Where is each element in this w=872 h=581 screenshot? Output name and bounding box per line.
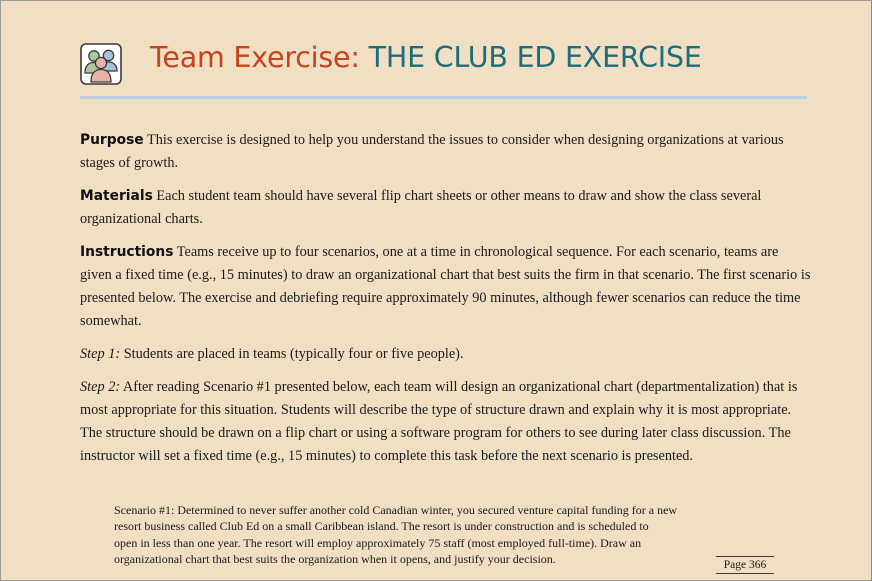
title-name: THE CLUB ED EXERCISE [368, 41, 702, 74]
materials-label: Materials [80, 188, 153, 204]
materials-paragraph [80, 185, 812, 231]
step2-label: Step 2: [80, 379, 121, 395]
scenario-line: organizational chart that best suits the organization when it opens, and justify your decision. [114, 552, 556, 567]
step2-text: After reading Scenario #1 presented below, each team will design an organizational chart (departmentalization) that is most appropriate for this situation. Students will describe the type of structure drawn and explain why it is most appropriate. The structure should be drawn on a flip chart or using a software program for others to see during later class discussion. The instructor will set a fixed time (e.g., 15 minutes) to complete this task before the next scenario is presented. [80, 379, 798, 464]
exercise-header [80, 41, 810, 87]
step1-text: Students are placed in teams (typically four or five people). [123, 346, 464, 362]
instructions-text: Teams receive up to four scenarios, one at a time in chronological sequence. For each scenario, teams are given a fixed time (e.g., 15 minutes) to draw an organizational chart that best suits the firm in that scenario. The first scenario is presented below. The exercise and debriefing require approximately 90 minutes, although fewer scenarios can reduce the time somewhat. [80, 244, 811, 329]
instructions-paragraph [80, 241, 812, 333]
header-divider [80, 96, 807, 99]
step2-paragraph [80, 376, 812, 468]
title-lead: Team Exercise: [150, 41, 360, 74]
step1-label: Step 1: [80, 346, 121, 362]
page-number-marker: Page 366 [716, 556, 774, 574]
exercise-body [80, 129, 812, 478]
purpose-label: Purpose [80, 132, 144, 148]
scenario-line: open in less than one year. The resort will employ approximately 75 staff (most employed full-time). Draw an [114, 535, 642, 550]
purpose-text: This exercise is designed to help you understand the issues to consider when designing organizations at various stages of growth. [80, 132, 784, 171]
step1-paragraph [80, 343, 812, 366]
instructions-label: Instructions [80, 244, 174, 260]
purpose-paragraph [80, 129, 812, 175]
scenario-1-block [114, 502, 784, 568]
scenario-line: Scenario #1: Determined to never suffer another cold Canadian winter, you secured venture capital funding for a new [114, 503, 678, 517]
materials-text: Each student team should have several flip chart sheets or other means to draw and show the class several organizational charts. [80, 188, 762, 227]
team-people-icon [80, 43, 122, 85]
exercise-title [150, 41, 702, 75]
scenario-line: resort business called Club Ed on a small Caribbean island. The resort is under construction and is scheduled to [114, 519, 649, 534]
